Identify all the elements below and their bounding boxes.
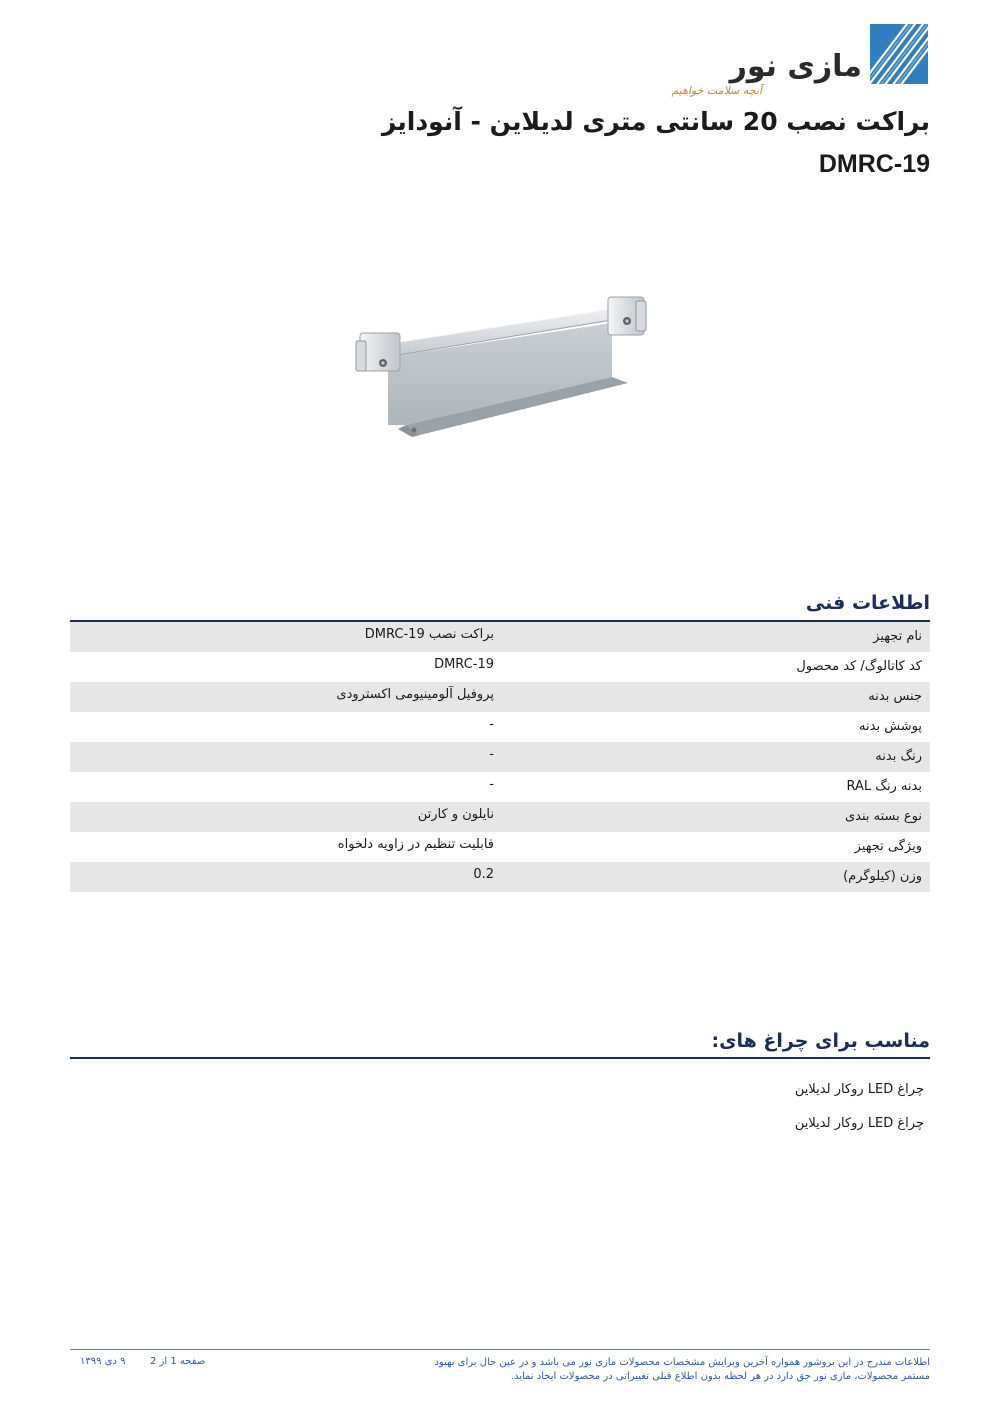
footer-divider [70,1349,930,1350]
spec-label: ویژگی تجهیز [854,839,922,854]
spec-value: DMRC-19 [434,657,494,672]
spec-label: وزن (کیلوگرم) [843,869,922,884]
list-item: چراغ LED روکار لدیلاین [794,1116,924,1131]
suitable-divider [70,1057,930,1059]
spec-label: پوشش بدنه [859,719,922,734]
spec-label: جنس بدنه [868,689,922,704]
footer-disclaimer: اطلاعات مندرج در این بروشور همواره آخرین ویرایش مشخصات محصولات مازی نور می باشد و در عین حال برای بهبود مستمر محصولات، مازی نور حق دارد در هر لحظه بدون اطلاع قبلی تغییراتی در محصولات ایجاد نماید. [434,1357,930,1382]
spec-value: قابلیت تنظیم در زاویه دلخواه [337,837,494,852]
spec-value: 0.2 [473,867,494,882]
table-row [70,682,930,712]
specs-heading: اطلاعات فنی [805,592,930,614]
brand-logo [671,24,928,97]
table-row [70,802,930,832]
suitable-heading: مناسب برای چراغ های: [711,1030,930,1052]
brand-tagline: آنچه سلامت خواهیم [671,84,762,97]
list-item: چراغ LED روکار لدیلاین [794,1082,924,1097]
page-number: صفحه 1 از 2 [150,1356,206,1367]
spec-value: پروفیل آلومینیومی اکسترودی [336,687,494,702]
spec-label: نام تجهیز [873,629,922,644]
spec-label: نوع بسته بندی [844,809,922,824]
spec-value: - [489,747,494,762]
brand-name: مازی نور [729,49,862,84]
spec-value: - [489,717,494,732]
mounting-bracket-product-image [350,285,655,445]
spec-label: کد کاتالوگ/ کد محصول [796,659,922,674]
page-title: براکت نصب 20 سانتی متری لدیلاین - آنودایز [381,107,930,136]
spec-value: نایلون و کارتن [417,807,494,822]
specs-table [70,622,930,892]
table-row [70,742,930,772]
product-code: DMRC-19 [818,150,930,178]
spec-label: رنگ بدنه [875,749,922,764]
footer-date: ۹ دی ۱۳۹۹ [80,1356,126,1367]
spec-value: براکت نصب DMRC-19 [364,627,494,642]
table-row [70,652,930,682]
table-row [70,622,930,652]
spec-value: - [489,777,494,792]
table-row [70,772,930,802]
spec-label: بدنه رنگ RAL [846,779,922,794]
table-row [70,862,930,892]
table-row [70,832,930,862]
table-row [70,712,930,742]
striped-square-logo-icon [870,24,928,84]
